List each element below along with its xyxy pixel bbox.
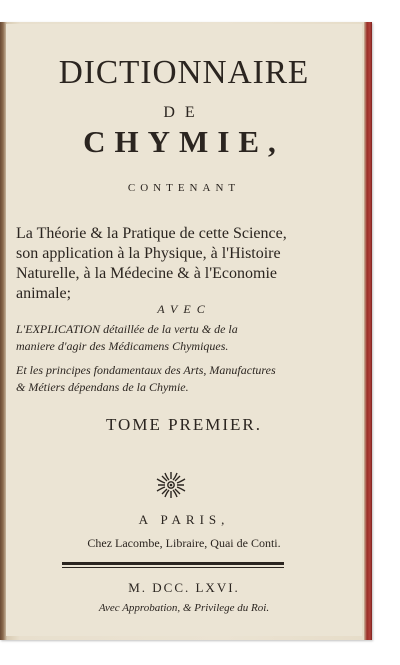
principes-paragraph	[16, 362, 361, 396]
explication-paragraph	[16, 321, 361, 355]
avec-label: AVEC	[157, 302, 211, 316]
title-chymie: CHYMIE,	[83, 124, 285, 159]
title-de: DE	[163, 104, 205, 121]
year-label: M. DCC. LXVI.	[128, 580, 240, 595]
description-line: son application à la Physique, à l'Histoire	[16, 245, 281, 262]
title-dictionnaire: DICTIONNAIRE	[58, 54, 310, 91]
description-line: animale;	[16, 285, 72, 302]
title-page	[6, 24, 362, 636]
contenant-label: CONTENANT	[127, 182, 241, 194]
explication-line: maniere d'agir des Médicamens Chymiques.	[16, 339, 229, 353]
book-edge-red	[364, 22, 372, 640]
description-paragraph	[16, 224, 361, 304]
place-label: A PARIS,	[138, 512, 230, 527]
description-line: La Théorie & la Pratique de cette Science,	[16, 225, 287, 242]
explication-line: L'EXPLICATION détaillée de la vertu & de la	[16, 322, 238, 336]
double-rule-thin	[62, 567, 284, 568]
principes-line: Et les principes fondamentaux des Arts, Manufactures	[16, 363, 276, 377]
publisher-label: Chez Lacombe, Libraire, Quai de Conti.	[87, 536, 281, 550]
approbation-label: Avec Approbation, & Privilege du Roi.	[98, 602, 270, 614]
description-line: Naturelle, à la Médecine & à l'Economie	[16, 265, 277, 282]
floral-rosette-icon	[154, 470, 188, 500]
double-rule-thick	[62, 562, 284, 565]
tome-label: TOME PREMIER.	[105, 415, 263, 434]
book	[0, 22, 372, 640]
principes-line: & Métiers dépendans de la Chymie.	[16, 380, 189, 394]
